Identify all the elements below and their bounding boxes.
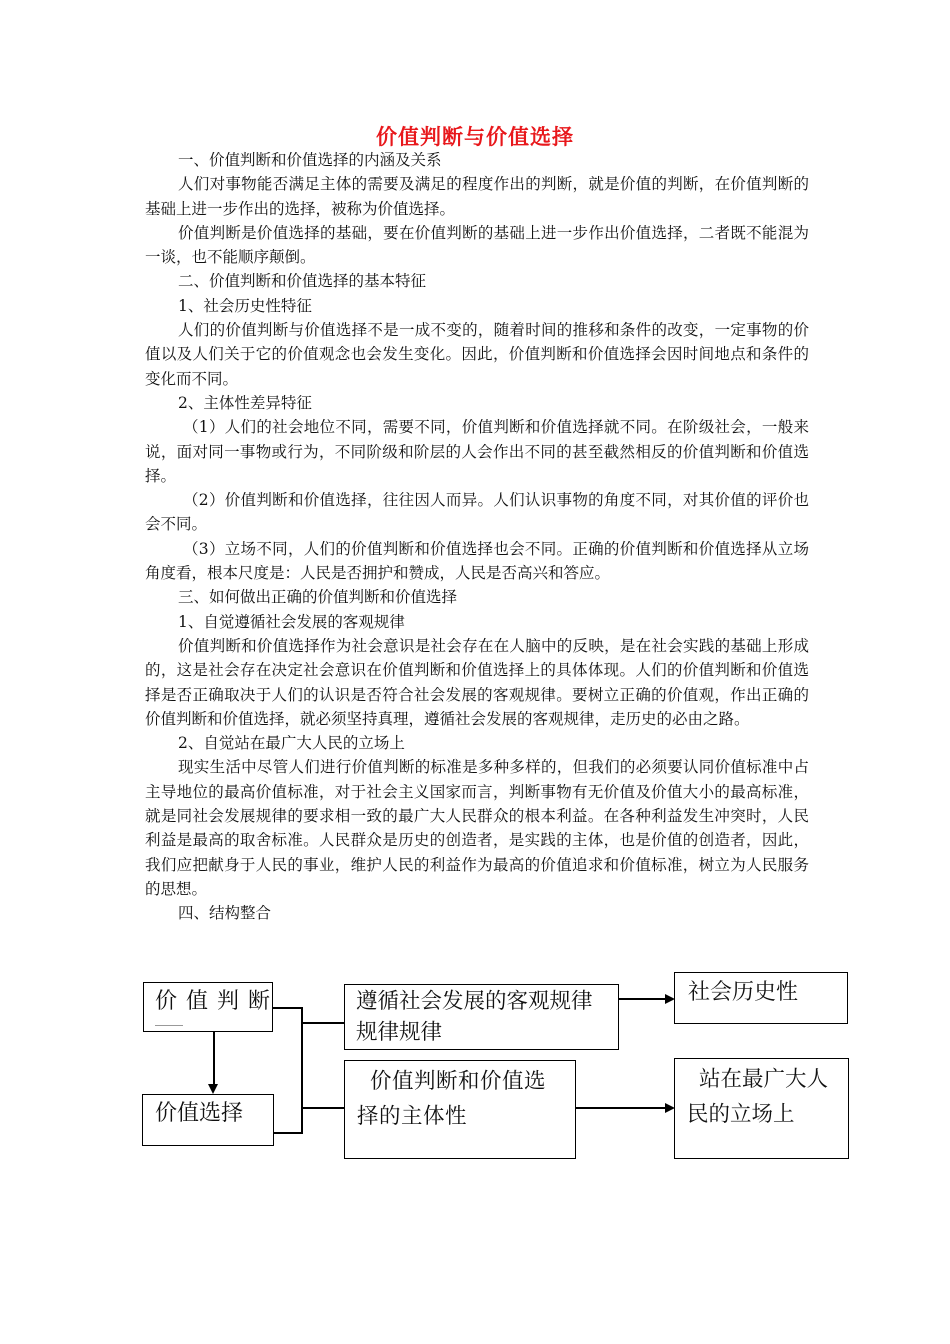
section-heading-4: 四、结构整合: [178, 904, 272, 923]
connector-line: [213, 1032, 215, 1085]
section-heading-3: 三、如何做出正确的价值判断和价值选择: [178, 588, 458, 607]
underline-mark: [155, 1025, 183, 1026]
section-heading-2: 二、价值判断和价值选择的基本特征: [178, 272, 427, 291]
section-heading-1: 一、价值判断和价值选择的内涵及关系: [178, 151, 442, 169]
box-social-history: [674, 972, 848, 1024]
paragraph: 人们对事物能否满足主体的需要及满足的程度作出的判断，就是价值的判断，在价值判断的基础上进一步作出的选择，被称为价值选择。: [145, 175, 809, 218]
paragraph: 现实生活中尽管人们进行价值判断的标准是多种多样的，但我们的必须要认同价值标准中占主导地位的最高价值标准，对于社会主义国家而言，判断事物有无价值及价值大小的最高标准，就是同社会发展规律的要求相一致的最广大人民群众的根本利益。在各种利益发生冲突时，人民利益是最高的取舍标准。人民群众是历史的创造者，是实践的主体，也是价值的创造者，因此，我们应把献身于人民的事业，维护人民的利益作为最高的价值追求和价值标准，树立为人民服务的思想。: [145, 758, 809, 898]
connector-line: [301, 1022, 344, 1024]
box-subjectivity-label: 价值判断和价值选择的主体性: [357, 1069, 547, 1129]
paragraph: 价值判断是价值选择的基础，要在价值判断的基础上进一步作出价值选择，二者既不能混为一谈，也不能顺序颠倒。: [145, 223, 809, 267]
connector-line: [301, 1007, 303, 1134]
subheading: 1、社会历史性特征: [178, 296, 312, 315]
document-body: [145, 148, 809, 926]
paragraph: （3）立场不同，人们的价值判断和价值选择也会不同。正确的价值判断和价值选择从立场角度看，根本尺度是：人民是否拥护和赞成，人民是否高兴和答应。: [145, 539, 809, 583]
paragraph: 人们的价值判断与价值选择不是一成不变的，随着时间的推移和条件的改变，一定事物的价值以及人们关于它的价值观念也会发生变化。因此，价值判断和价值选择会因时间地点和条件的变化而不同。: [145, 321, 809, 388]
arrow-down: [208, 1084, 218, 1094]
paragraph: （2）价值判断和价值选择，往往因人而异。人们认识事物的角度不同，对其价值的评价也会不同。: [145, 491, 809, 534]
box-social-history-label: 社会历史性: [688, 980, 799, 1005]
connector-line: [619, 998, 666, 1000]
document-title: 价值判断与价值选择: [376, 124, 574, 149]
box-people-stance: [674, 1058, 849, 1159]
box-objective-law-label: 遵循社会发展的客观规律: [356, 989, 593, 1014]
box-objective-law: [344, 984, 619, 1050]
box-subjectivity: [344, 1060, 576, 1159]
subheading: 1、自觉遵循社会发展的客观规律: [178, 612, 405, 631]
box-value-choice: [142, 1094, 274, 1146]
connector-line: [273, 1007, 302, 1009]
box-objective-law-overflow: 规律规律: [356, 1020, 443, 1045]
box-value-judgment-label: 价 值 判 断: [155, 989, 271, 1014]
paragraph: （1）人们的社会地位不同，需要不同，价值判断和价值选择就不同。在阶级社会，一般来说，面对同一事物或行为，不同阶级和阶层的人会作出不同的甚至截然相反的价值判断和价值选择。: [145, 418, 809, 485]
box-people-stance-label: 站在最广大人民的立场上: [687, 1067, 829, 1127]
subheading: 2、主体性差异特征: [178, 393, 312, 412]
connector-line: [301, 1107, 344, 1109]
box-value-choice-label: 价值选择: [155, 1101, 244, 1126]
connector-line: [274, 1132, 302, 1134]
paragraph: 价值判断和价值选择作为社会意识是社会存在在人脑中的反映，是在社会实践的基础上形成的，这是社会存在决定社会意识在价值判断和价值选择上的具体体现。人们的价值判断和价值选择是否正确取决于人们的认识是否符合社会发展的客观规律。要树立正确的价值观，作出正确的价值判断和价值选择，就必须坚持真理，遵循社会发展的客观规律，走历史的必由之路。: [145, 636, 809, 728]
subheading: 2、自觉站在最广大人民的立场上: [178, 734, 405, 753]
connector-line: [576, 1107, 666, 1109]
